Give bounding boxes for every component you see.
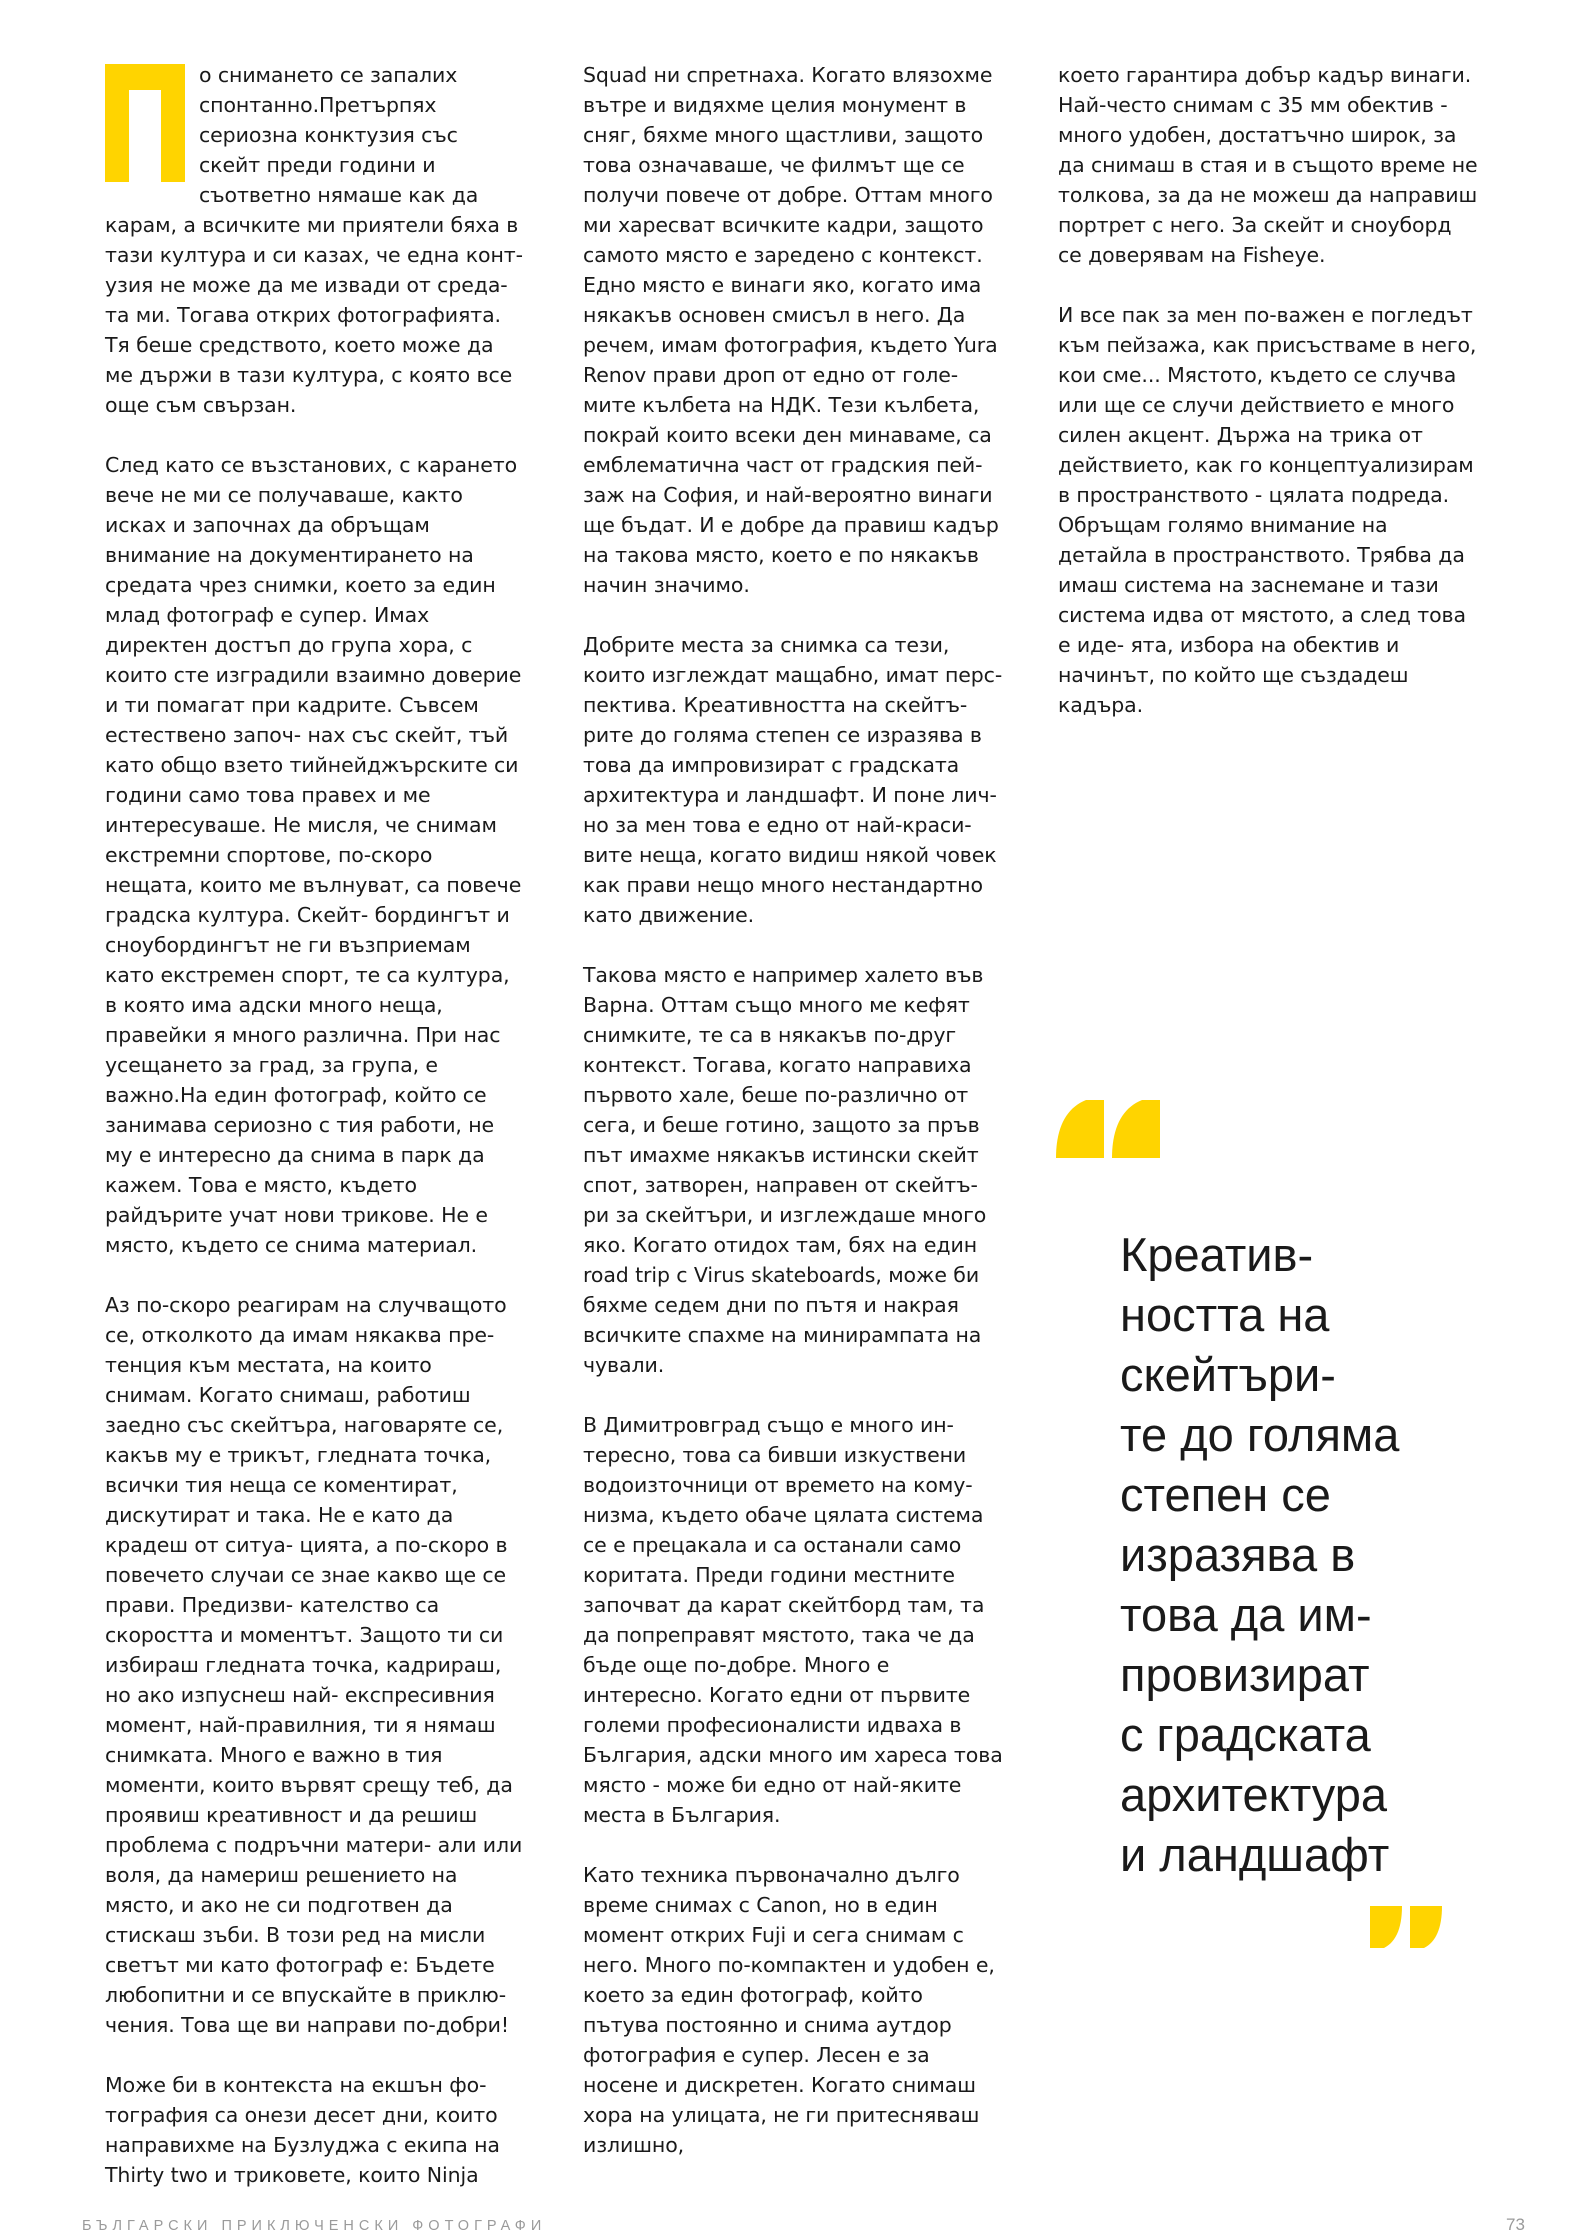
paragraph: Може би в контекста на екшън фо- тография са онези десет дни, които направихме на Бузлуджа с екипа на Thirty two и триковете, които Ninja bbox=[105, 2073, 500, 2187]
pull-quote: Креатив- ността на скейтъри- те до голяма степен се изразява в това да им- провизират с градската архитектура и ландшафт bbox=[1120, 1228, 1400, 1881]
paragraph: Squad ни спретнаха. Когато влязохме вътре и видяхме целия монумент в сняг, бяхме много щастливи, защото това означаваше, че филмът ще се получи повече от добре. Оттам много ми харесват всичките кадри, защото самото място е заредено с контекст. Едно място е винаги яко, когато има някакъв основен смисъл в него. Да речем, имам фотография, където Yura Renov прави дроп от едно от голе- мите кълбета на НДК. Тези кълбета, покрай които всеки ден минаваме, са емблематична част от градския пей- заж на София, и най-вероятно винаги ще бъдат. И е добре да правиш кадър на такова място, което е по някакъв начин значимо. bbox=[583, 63, 999, 597]
paragraph: о снимането се запалих спонтанно.Претърпях сериозна конктузия със скейт преди години и съответно нямаше как да карам, а всичките ми приятели бяха в тази култура и си казах, че една конт- узия не може да ме извади от среда- та ми. Тогава открих фотографията. Тя беше средството, което може да ме държи в тази култура, с която все още съм свързан. bbox=[105, 63, 523, 417]
article-opening bbox=[105, 60, 525, 420]
paragraph: След като се възстанових, с карането вече не ми се получаваше, както исках и започнах да обръщам внимание на документирането на средата чрез снимки, което за един млад фотограф е супер. Имах директен достъп до група хора, с които сте изградили взаимно доверие и ти помагат при кадрите. Съвсем естествено започ- нах със скейт, тъй като общо взето тийнейджърските си години само това правех и ме интересуваше. Не мисля, че снимам екстремни спортове, по-скоро нещата, които ме вълнуват, са повече градска култура. Скейт- бордингът и сноубордингът не ги възприемам като екстремен спорт, те са култура, в която има адски много неща, правейки я много различна. При нас усещането за град, за група, е важно.На един фотограф, който се занимава сериозно с тия работи, не му е интересно да снима в парк да кажем. Това е място, където райдърите учат нови трикове. Не е място, където се снима материал. bbox=[105, 453, 522, 1257]
close-quote-icon bbox=[1370, 1906, 1442, 1948]
article-column-2 bbox=[583, 60, 1003, 2190]
article-column-3 bbox=[1058, 60, 1478, 750]
paragraph: Аз по-скоро реагирам на случващото се, отколкото да имам някаква пре- тенция към местата, на които снимам. Когато снимаш, работиш заедно със скейтъра, наговаряте се, какъв му е трикът, гледната точка, всички тия неща се коментират, дискутират и така. Не е като да крадеш от ситуа- цията, а по-скоро в повечето случаи се знае какво ще се прави. Предизви- кателство са скоростта и моментът. Защото ти си избираш гледната точка, кадрираш, но ако изпуснеш най- експресивния момент, най-правилния, ти я нямаш снимката. Много е важно в тия моменти, които вървят срещу теб, да проявиш креативност и да решиш проблема с подръчни матери- али или воля, да намериш решението на място, и ако не си подготвен да стискаш зъби. В този ред на мисли светът ми като фотограф е: Бъдете любопитни и се впускайте в приклю- чения. Това ще ви направи по-добри! bbox=[105, 1293, 523, 2037]
open-quote-icon bbox=[1056, 1100, 1160, 1158]
paragraph: Такова място е например халето във Варна. Оттам също много ме кефят снимките, те са в някакъв по-друг контекст. Тогава, когато направиха първото хале, беше по-различно от сега, и беше готино, защото за пръв път имахме някакъв истински скейт спот, затворен, направен от скейтъ- ри за скейтъри, и изглеждаше много яко. Когато отидох там, бях на един road trip с Virus skateboards, може би бяхме седем дни по пътя и накрая всичките спахме на минирампата на чували. bbox=[583, 963, 987, 1377]
page-number: 73 bbox=[1506, 2215, 1525, 2234]
paragraph: В Димитровград също е много ин- тересно, това са бивши изкуствени водоизточници от времето на кому- низма, където обаче цялата система се е прецакала и са останали само коритата. Преди години местните започват да карат скейтборд там, та да попрепрaвят мястото, така че да бъде още по-добре. Много е интересно. Когато едни от първите големи професионалисти идваха в България, адски много им хареса това място - може би едно от най-яките места в България. bbox=[583, 1413, 1003, 1827]
paragraph: Добрите места за снимка са тези, които изглеждат мащабно, имат перс- пектива. Креативността на скейтъ- рите до голяма степен се изразява в това да импровизират с градската архитектура и ландшафт. И поне лич- но за мен това е едно от най-краси- вите неща, когато видиш някой човек как прави нещо много нестандартно като движение. bbox=[583, 633, 1003, 927]
paragraph: И все пак за мен по-важен е погледът към пейзажа, как присъстваме в него, кои сме... Мястото, където се случва или ще се случи действието е много силен акцент. Държа на трика от действието, как го концептуализирам в пространството - цялата подреда. Обръщам голямо внимание на детайла в пространството. Трябва да имаш система на заснемане и тази система идва от мястото, а след това е иде- ята, избора на обектив и начинът, по който ще създадеш кадъра. bbox=[1058, 303, 1477, 717]
paragraph: което гарантира добър кадър винаги. Най-често снимам с 35 мм обектив - много удобен, достатъчно широк, за да снимаш в стая и в същото време не толкова, за да не можеш да направиш портрет с него. За скейт и сноуборд се доверявам на Fisheye. bbox=[1058, 63, 1478, 267]
publication-title: БЪЛГАРСКИ ПРИКЛЮЧЕНСКИ ФОТОГРАФИ bbox=[82, 2218, 547, 2234]
article-column-1 bbox=[105, 60, 525, 2220]
paragraph: Като техника първоначално дълго време снимах с Canon, но в един момент открих Fuji и сега снимам с него. Много по-компактен и удобен е, което за един фотограф, който пътува постоянно и снима аутдор фотография е супер. Лесен е за носене и дискретен. Когато снимаш хора на улицата, не ги притесняваш излишно, bbox=[583, 1863, 995, 2157]
drop-cap bbox=[105, 64, 185, 182]
